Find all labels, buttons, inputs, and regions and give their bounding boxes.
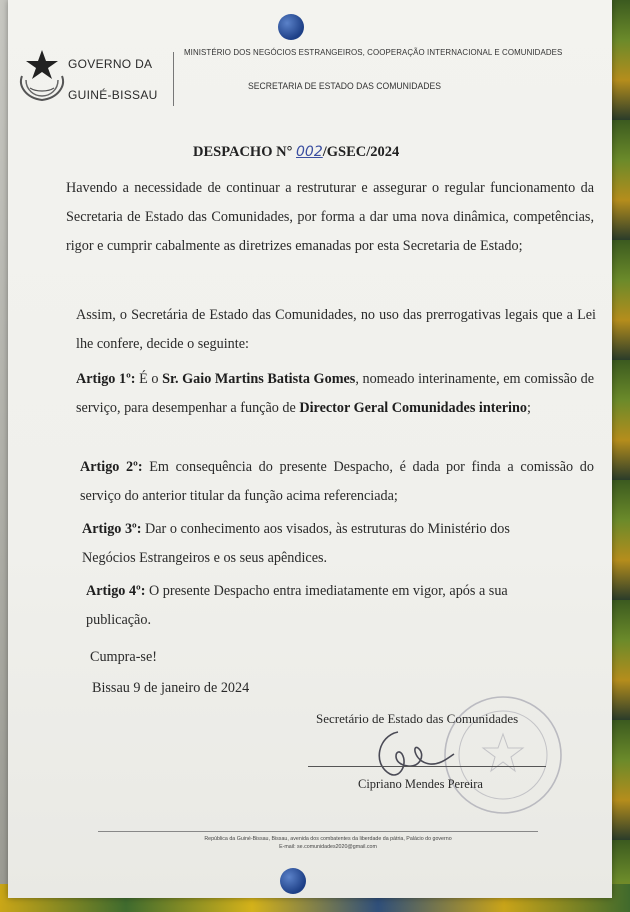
pushpin-icon xyxy=(278,14,304,40)
footer-divider xyxy=(98,831,538,832)
government-line-2: GUINÉ-BISSAU xyxy=(68,88,158,102)
footer-address: República da Guiné-Bissau, Bissau, avenida dos combatentes da liberdade da pátria, Palácio do governo xyxy=(204,836,452,842)
artigo-4-text: O presente Despacho entra imediatamente em vigor, após a sua publicação. xyxy=(86,583,508,628)
cumpra-se: Cumpra-se! xyxy=(90,649,157,665)
handwritten-signature xyxy=(368,724,458,782)
artigo-4-label: Artigo 4º: xyxy=(86,583,146,599)
government-line-1: GOVERNO DA xyxy=(68,57,153,71)
document-sheet xyxy=(8,0,612,898)
artigo-3 xyxy=(82,515,552,573)
document-title xyxy=(193,144,399,161)
signatory-name: Cipriano Mendes Pereira xyxy=(358,777,483,791)
footer-email: E-mail: se.comunidades2020@gmail.com xyxy=(279,844,377,850)
artigo-1 xyxy=(76,365,594,423)
signature-line xyxy=(308,766,546,767)
artigo-2-text: Em consequência do presente Despacho, é dada por finda a comissão do serviço do anterior titular da função acima referenciada; xyxy=(80,459,594,504)
artigo-1-end: ; xyxy=(526,400,531,416)
signatory-title: Secretário de Estado das Comunidades xyxy=(316,711,519,726)
secretariat-name: SECRETARIA DE ESTADO DAS COMUNIDADES xyxy=(248,81,442,92)
coat-of-arms-icon xyxy=(16,46,68,102)
artigo-1-label: Artigo 1º: xyxy=(76,371,136,387)
despacho-number: 002 xyxy=(296,144,323,160)
artigo-2-label: Artigo 2º: xyxy=(80,459,143,475)
footer xyxy=(158,835,498,851)
artigo-3-text: Dar o conhecimento aos visados, às estruturas do Ministério dos Negócios Estrangeiros e os seus apêndices. xyxy=(82,521,510,566)
pushpin-icon xyxy=(280,868,306,894)
preamble-paragraph: Havendo a necessidade de continuar a restruturar e assegurar o regular funcionamento da Secretaria de Estado das Comunidades, por forma a dar uma nova dinâmica, competências, rigor e cumprir cabalmente as diretrizes emanadas por esta Secretaria de Estado; xyxy=(66,180,594,254)
document-date: Bissau 9 de janeiro de 2024 xyxy=(92,680,250,696)
appointee-name: Sr. Gaio Martins Batista Gomes xyxy=(162,371,356,387)
artigo-3-label: Artigo 3º: xyxy=(82,521,142,537)
despacho-prefix: DESPACHO N° xyxy=(193,144,293,160)
artigo-4 xyxy=(86,577,546,635)
ministry-name: MINISTÉRIO DOS NEGÓCIOS ESTRANGEIROS, COOPERAÇÃO INTERNACIONAL E COMUNIDADES xyxy=(184,47,563,57)
appointee-role: Director Geral Comunidades interino xyxy=(299,400,527,416)
artigo-1-pre: É o xyxy=(139,371,163,387)
header-divider xyxy=(173,52,174,106)
decision-paragraph: Assim, o Secretária de Estado das Comunidades, no uso das prerrogativas legais que a Lei lhe confere, decide o seguinte: xyxy=(76,307,596,352)
artigo-1-mid: , nomeado interinamente, em comissão de serviço, para desempenhar a função de xyxy=(76,371,594,416)
artigo-2 xyxy=(80,453,594,511)
despacho-suffix: /GSEC/2024 xyxy=(322,144,400,160)
